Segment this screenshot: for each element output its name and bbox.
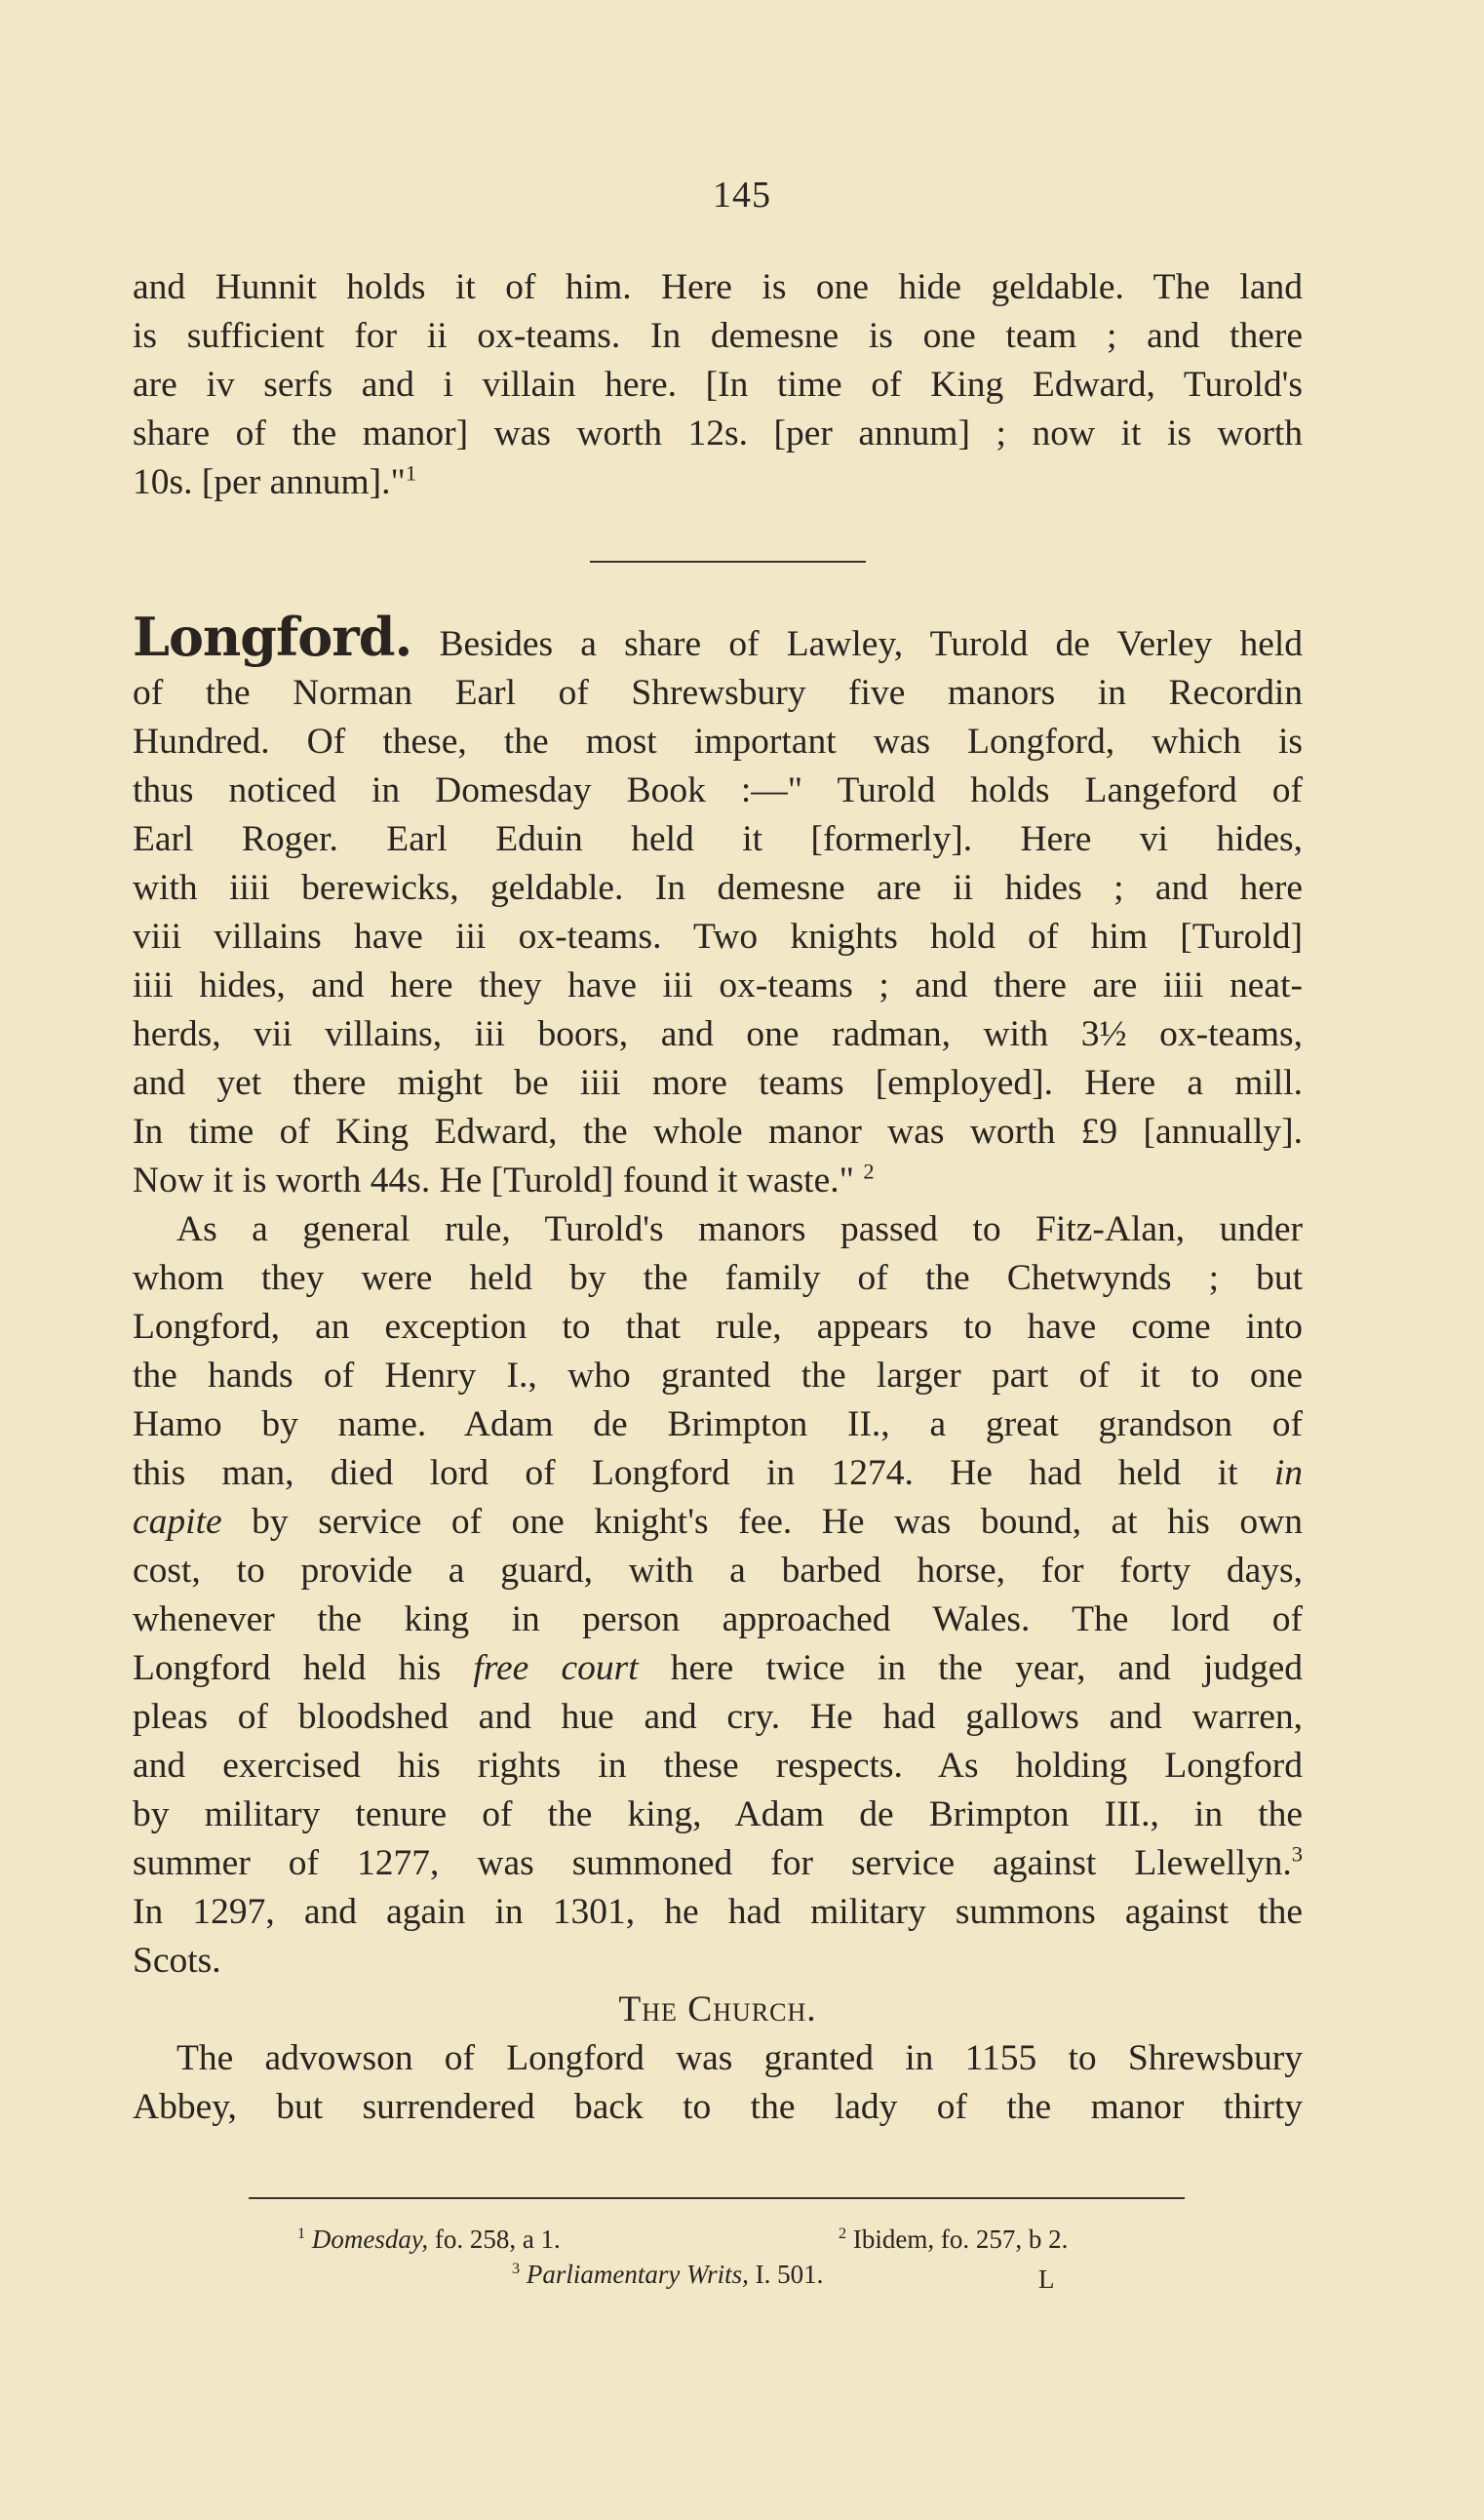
text-line: and yet there might be iiii more teams [employed]. Here a mill. (133, 1063, 1303, 1103)
text-line: and Hunnit holds it of him. Here is one hide geldable. The land (133, 267, 1303, 307)
text-line (133, 1498, 1303, 1547)
footnote-text: fo. 258, a 1. (434, 2225, 561, 2254)
text-line (133, 458, 1303, 507)
footnote-1 (297, 2222, 561, 2257)
text-fragment: 10s. [per annum]." (133, 462, 406, 502)
paragraph-longford (133, 606, 1304, 2132)
text-line: the hands of Henry I., who granted the larger part of it to one (133, 1356, 1303, 1396)
text-fragment: Besides a share of Lawley, Turold de Verley held (439, 624, 1304, 664)
footnote-ref: 3 (1291, 1841, 1303, 1867)
text-line: whom they were held by the family of the Chetwynds ; but (133, 1258, 1303, 1298)
footnote-ref: 1 (405, 460, 417, 486)
text-line: As a general rule, Turold's manors passed to Fitz-Alan, under (176, 1209, 1303, 1249)
text-line: with iiii berewicks, geldable. In demesne are ii hides ; and here (133, 868, 1303, 908)
text-fragment: Longford held his (133, 1648, 442, 1688)
text-line: herds, vii villains, iii boors, and one radman, with 3½ ox-teams, (133, 1014, 1303, 1054)
text-fragment: here twice in the year, and judged (670, 1648, 1304, 1688)
footnote-number: 1 (297, 2225, 306, 2242)
footnote-ref: 2 (863, 1159, 875, 1184)
section-title: Longford. (133, 606, 412, 668)
text-line: Hundred. Of these, the most important was Longford, which is (133, 722, 1303, 762)
footnote-title: Domesday, (311, 2225, 429, 2254)
footnote-number: 2 (839, 2225, 847, 2242)
text-line (133, 606, 1304, 669)
italic-text: capite (133, 1502, 222, 1542)
text-line: iiii hides, and here they have iii ox-teams ; and there are iiii neat- (133, 965, 1303, 1005)
text-line: In time of King Edward, the whole manor was worth £9 [annually]. (133, 1112, 1303, 1152)
paragraph-domesday-continued (133, 263, 1303, 507)
section-heading-church: The Church. (618, 1989, 817, 2029)
text-line: and exercised his rights in these respects. As holding Longford (133, 1746, 1303, 1786)
footnote-2 (839, 2222, 1068, 2257)
text-line: by military tenure of the king, Adam de Brimpton III., in the (133, 1794, 1303, 1834)
italic-text: free court (473, 1648, 639, 1688)
text-line: Earl Roger. Earl Eduin held it [formerly]. Here vi hides, (133, 819, 1303, 859)
text-line: Scots. (133, 1941, 221, 1981)
text-line (133, 1644, 1303, 1693)
footnote-3 (512, 2257, 823, 2292)
text-line: Longford, an exception to that rule, appears to have come into (133, 1307, 1303, 1347)
text-line: pleas of bloodshed and hue and cry. He had gallows and warren, (133, 1697, 1303, 1737)
text-line: The advowson of Longford was granted in 1155 to Shrewsbury (176, 2038, 1303, 2078)
footnote-number: 3 (512, 2260, 521, 2277)
footnote-divider (249, 2197, 1185, 2199)
footnote-text: Ibidem, fo. 257, b 2. (852, 2225, 1069, 2254)
text-line: is sufficient for ii ox-teams. In demesne is one team ; and there (133, 316, 1303, 356)
footnote-title: Parliamentary Writs, (526, 2260, 749, 2289)
text-line: viii villains have iii ox-teams. Two knights hold of him [Turold] (133, 917, 1303, 957)
text-line: are iv serfs and i villain here. [In time of King Edward, Turold's (133, 365, 1303, 405)
text-line (133, 1157, 1303, 1205)
text-line: Hamo by name. Adam de Brimpton II., a great grandson of (133, 1404, 1303, 1444)
text-fragment: this man, died lord of Longford in 1274. He had held it (133, 1453, 1238, 1493)
signature-mark: L (1038, 2264, 1055, 2294)
text-line: whenever the king in person approached Wales. The lord of (133, 1599, 1303, 1639)
page-number: 145 (713, 175, 771, 216)
text-line (133, 1839, 1303, 1888)
text-line: of the Norman Earl of Shrewsbury five manors in Recordin (133, 673, 1303, 713)
footnote-text: I. 501. (755, 2260, 824, 2289)
text-fragment: summer of 1277, was summoned for service against Llewellyn. (133, 1843, 1292, 1883)
text-line: thus noticed in Domesday Book :—" Turold holds Langeford of (133, 770, 1303, 810)
text-line: Abbey, but surrendered back to the lady of the manor thirty (133, 2087, 1303, 2127)
text-line: In 1297, and again in 1301, he had military summons against the (133, 1892, 1303, 1932)
section-divider (590, 561, 866, 563)
text-line: cost, to provide a guard, with a barbed horse, for forty days, (133, 1551, 1303, 1591)
text-fragment: Now it is worth 44s. He [Turold] found it waste." (133, 1161, 854, 1201)
text-line: share of the manor] was worth 12s. [per annum] ; now it is worth (133, 413, 1303, 453)
text-fragment: by service of one knight's fee. He was bound, at his own (252, 1502, 1303, 1542)
text-line (133, 1449, 1303, 1498)
italic-text: in (1273, 1453, 1303, 1493)
